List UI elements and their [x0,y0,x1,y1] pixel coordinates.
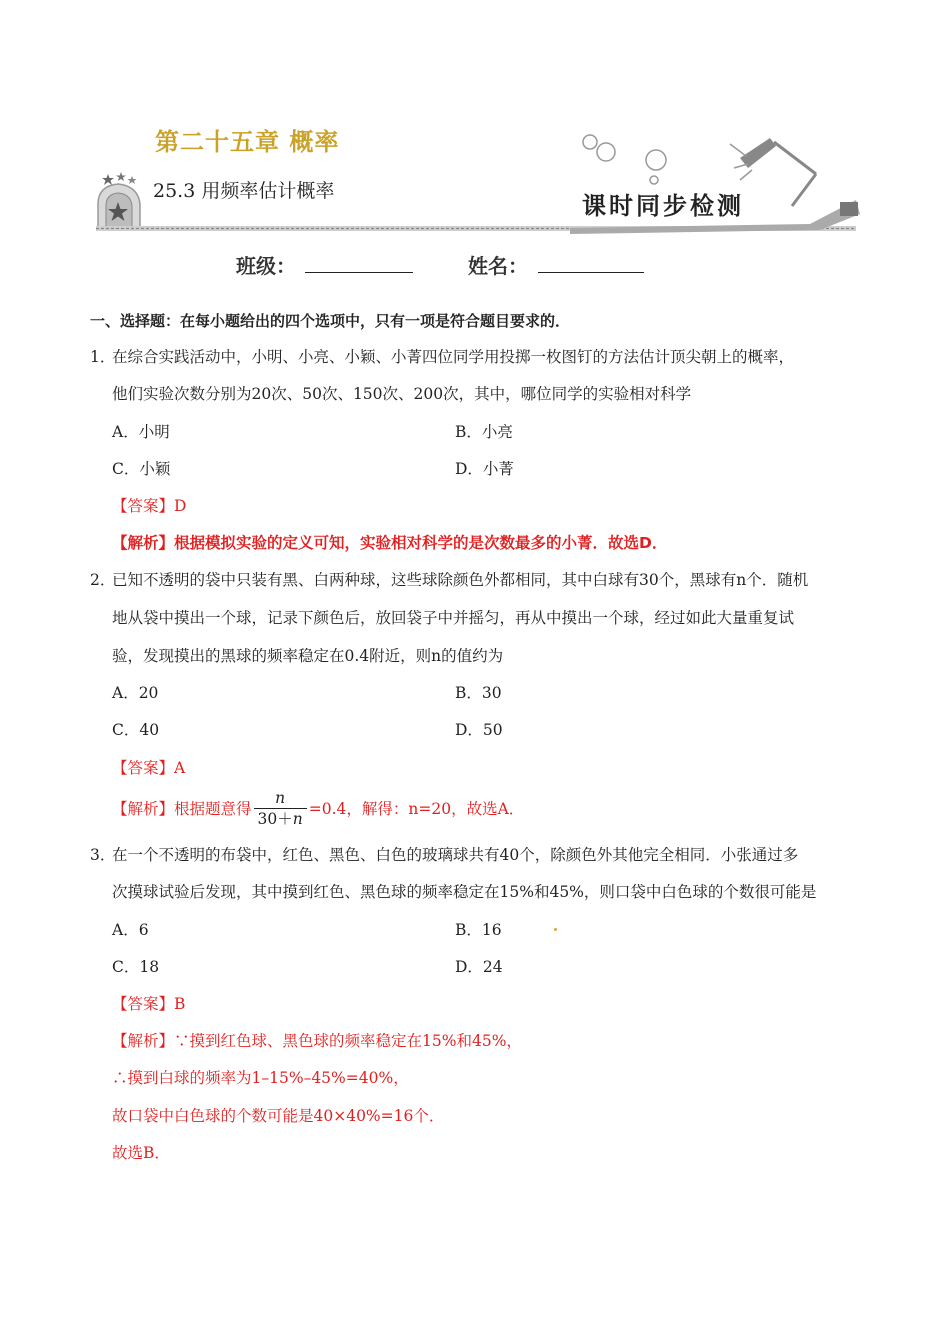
analysis-pre: 根据题意得 [174,799,252,818]
option-d: D．小菁 [455,460,514,478]
analysis-label: 【解析】 [112,1032,175,1050]
answer-value: B [174,995,186,1013]
class-blank[interactable] [305,250,413,273]
analysis-text: ∴摸到白球的频率为1–15%–45%=40%， [112,1069,409,1087]
option-d: D．50 [455,721,503,739]
question-number: 2． [90,571,116,589]
question-text-line: 验，发现摸出的黑球的频率稳定在0.4附近，则n的值约为 [112,647,504,665]
analysis-post: =0.4，解得：n=20，故选A． [308,799,525,818]
chapter-title: 第二十五章 概率 [155,128,340,156]
question-text-line: 次摸球试验后发现，其中摸到红色、黑色球的频率稳定在15%和45%，则口袋中白色球的个数很可能是 [112,883,817,901]
analysis-text: 故选B． [112,1144,170,1162]
answer-label: 【答案】 [112,497,175,515]
decorative-dot [554,928,557,931]
option-a: A．小明 [112,423,170,441]
option-a: A．6 [112,921,149,939]
question-text-line: 在一个不透明的布袋中，红色、黑色、白色的玻璃球共有40个，除颜色外其他完全相同．小张通过多 [112,846,799,864]
option-b: B．16 [455,921,502,939]
analysis-line [112,788,524,829]
analysis-line [112,1031,522,1051]
question-text-line: 地从袋中摸出一个球，记录下颜色后，放回袋子中并摇匀，再从中摸出一个球，经过如此大量重复试 [112,609,795,627]
section-title: 25.3 用频率估计概率 [153,180,335,202]
answer-value: A [174,759,186,777]
analysis-label: 【解析】 [112,534,175,552]
option-c: C．18 [112,958,160,976]
option-b: B．小亮 [455,423,513,441]
name-blank[interactable] [538,250,644,273]
option-b: B．30 [455,684,502,702]
option-c: C．小颖 [112,460,171,478]
question-text-line: 已知不透明的袋中只装有黑、白两种球，这些球除颜色外都相同，其中白球有30个，黑球有n个．随机 [112,571,809,589]
option-c: C．40 [112,721,160,739]
answer-label: 【答案】 [112,759,175,777]
answer-value: D [174,497,187,515]
star-badge-icon [94,172,152,232]
class-label: 班级： [236,254,296,278]
fraction-denominator: 30＋n [254,808,307,829]
answer-line [112,496,186,516]
fraction [254,788,307,829]
question-text-line: 他们实验次数分别为20次、50次、150次、200次，其中，哪位同学的实验相对科学 [112,385,692,403]
analysis-text: 根据模拟实验的定义可知，实验相对科学的是次数最多的小菁．故选D． [174,534,668,552]
analysis-label: 【解析】 [112,799,175,818]
option-d: D．24 [455,958,503,976]
analysis-text: ∵摸到红色球、黑色球的频率稳定在15%和45%， [174,1032,522,1050]
option-a: A．20 [112,684,159,702]
answer-line [112,758,185,778]
fraction-numerator: n [275,789,286,807]
question-text-line: 在综合实践活动中，小明、小亮、小颖、小菁四位同学用投掷一枚图钉的方法估计顶尖朝上的概率， [112,348,795,366]
analysis-line [112,533,667,553]
question-number: 1． [90,348,116,366]
section-heading: 一、选择题：在每小题给出的四个选项中，只有一项是符合题目要求的． [90,312,571,330]
answer-label: 【答案】 [112,995,175,1013]
desk-lamp-icon [570,128,860,238]
question-number: 3． [90,846,116,864]
analysis-text: 故口袋中白色球的个数可能是40×40%=16个． [112,1107,445,1125]
name-label: 姓名： [468,254,528,278]
answer-line [112,994,185,1014]
brand-text: 课时同步检测 [582,191,744,220]
